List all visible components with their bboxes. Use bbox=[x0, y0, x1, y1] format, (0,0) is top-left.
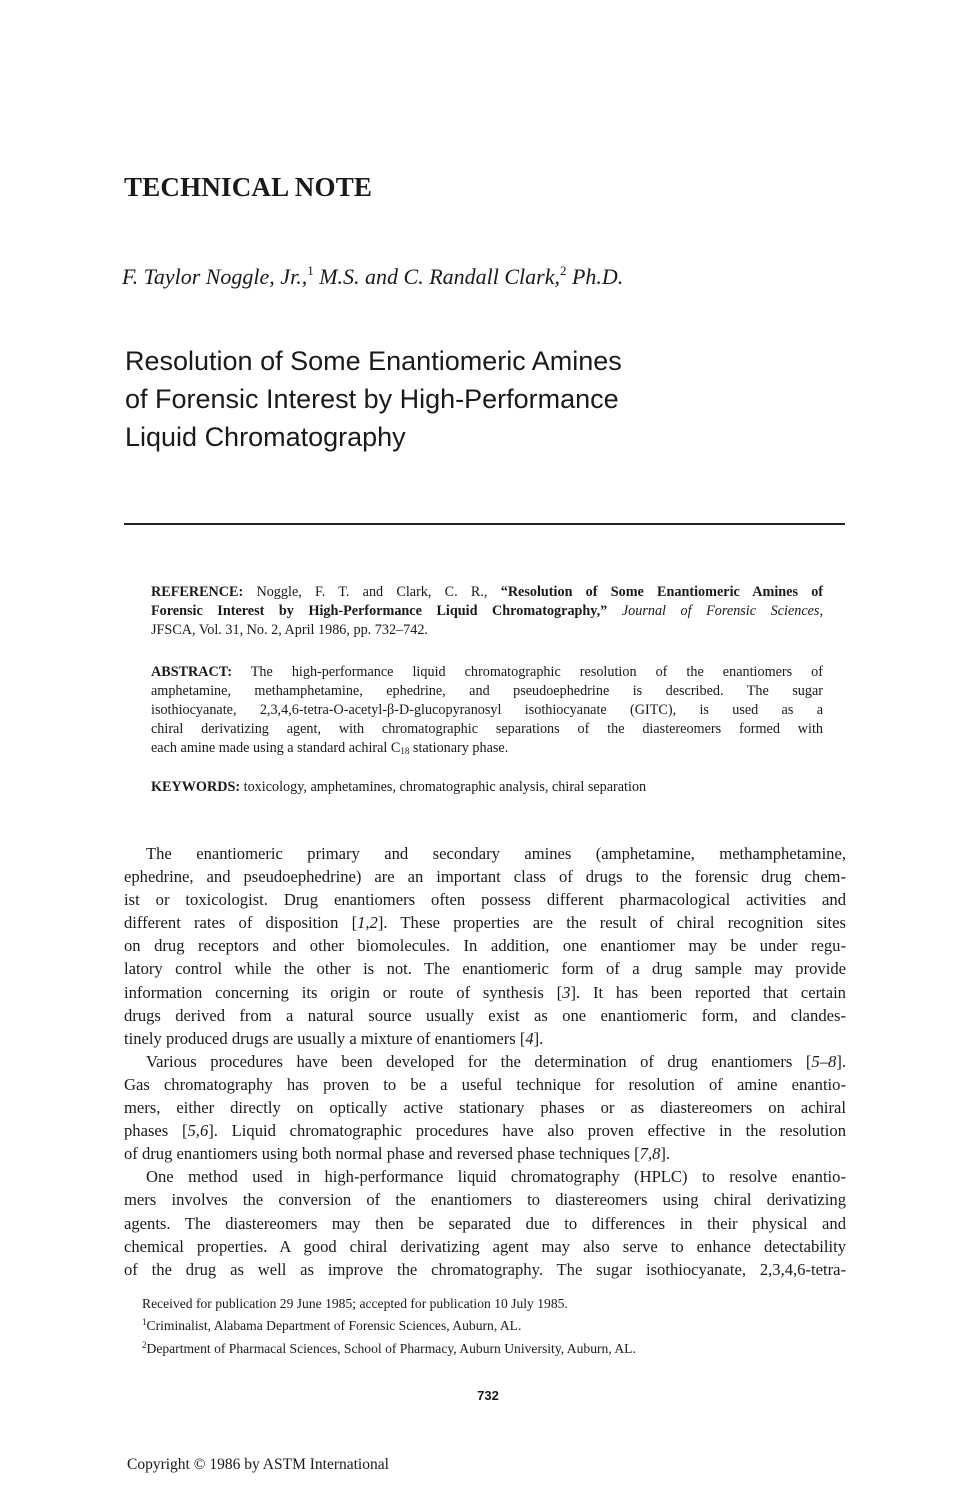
received-note: Received for publication 29 June 1985; accepted for publication 10 July 1985. bbox=[142, 1296, 568, 1311]
authors-line bbox=[122, 263, 623, 290]
paper-title bbox=[125, 342, 825, 456]
footnote-2 bbox=[142, 1336, 842, 1358]
body-line: of the drug as well as improve the chromatography. The sugar isothiocyanate, 2,3,4,6-tetra- bbox=[124, 1259, 846, 1279]
section-label: TECHNICAL NOTE bbox=[124, 172, 373, 202]
abstract-text: The high-performance liquid chromatographic resolution of the enantiomers of bbox=[250, 664, 823, 680]
author2-degree: Ph.D. bbox=[571, 264, 624, 289]
body-text-run: ]. It has been reported that certain bbox=[570, 982, 846, 1002]
body-text-run: of drug enantiomers using both normal phase and reversed phase techniques [ bbox=[124, 1144, 640, 1164]
subscript: 18 bbox=[400, 746, 410, 756]
abstract-line bbox=[151, 663, 823, 682]
body-text-run: information concerning its origin or route of synthesis [ bbox=[124, 982, 563, 1002]
citation-link[interactable]: 4 bbox=[525, 1028, 534, 1048]
keywords-label: KEYWORDS: bbox=[151, 779, 241, 795]
abstract-text: each amine made using a standard achiral C bbox=[151, 740, 401, 756]
body-text-run: ]. These properties are the result of chiral recognition sites bbox=[377, 913, 846, 933]
body-line: One method used in high-performance liquid chromatography (HPLC) to resolve enantio- bbox=[146, 1167, 846, 1187]
keywords-text: toxicology, amphetamines, chromatographic analysis, chiral separation bbox=[243, 779, 647, 795]
body-text bbox=[124, 842, 846, 1281]
citation-link[interactable]: 5–8 bbox=[811, 1051, 837, 1071]
author-degrees: M.S. and C. Randall Clark, bbox=[319, 264, 560, 289]
abstract-line bbox=[151, 739, 823, 761]
reference-block bbox=[151, 583, 823, 640]
abstract-line: chiral derivatizing agent, with chromatographic separations of the diastereomers formed with bbox=[151, 721, 823, 737]
body-text-run: Various procedures have been developed for the determination of drug enantiomers [ bbox=[146, 1051, 812, 1071]
copyright-notice: Copyright © 1986 by ASTM International bbox=[127, 1456, 389, 1473]
citation-link[interactable]: 7,8 bbox=[639, 1144, 661, 1164]
footnotes bbox=[142, 1294, 842, 1358]
body-line bbox=[124, 911, 846, 934]
abstract-line: isothiocyanate, 2,3,4,6-tetra-O-acetyl-β-D-glucopyranosyl isothiocyanate (GITC), is used as a bbox=[151, 702, 823, 718]
body-line: chemical properties. A good chiral derivatizing agent may also serve to enhance detectability bbox=[124, 1236, 846, 1256]
body-text-run: ]. bbox=[836, 1051, 846, 1071]
body-line: ephedrine, and pseudoephedrine) are an important class of drugs to the forensic drug chem- bbox=[124, 867, 846, 887]
body-text-run: different rates of disposition [ bbox=[124, 913, 358, 933]
body-line: ist or toxicologist. Drug enantiomers often possess different pharmacological activities and bbox=[124, 890, 846, 910]
author2-footnote-mark[interactable]: 2 bbox=[559, 263, 567, 278]
title-line: Liquid Chromatography bbox=[125, 422, 406, 452]
reference-line bbox=[151, 583, 823, 602]
body-line bbox=[124, 1119, 846, 1142]
author1-name: F. Taylor Noggle, Jr., bbox=[122, 264, 308, 289]
body-line: mers involves the conversion of the enantiomers to diastereomers using chiral derivatizing bbox=[124, 1190, 846, 1210]
body-line bbox=[124, 1142, 846, 1165]
footnote-1 bbox=[142, 1313, 842, 1335]
body-line bbox=[124, 1050, 846, 1073]
footnote-text: Criminalist, Alabama Department of Forensic Sciences, Auburn, AL. bbox=[146, 1318, 522, 1334]
citation-link[interactable]: 3 bbox=[562, 982, 571, 1002]
body-text-run: ]. bbox=[660, 1144, 671, 1164]
body-text-run: tinely produced drugs are usually a mixture of enantiomers [ bbox=[124, 1028, 526, 1048]
body-line: drugs derived from a natural source usually exist as one enantiomeric form, and clandes- bbox=[124, 1005, 846, 1025]
title-divider bbox=[124, 523, 845, 525]
citation-link[interactable]: 5,6 bbox=[187, 1121, 209, 1141]
keywords-line bbox=[151, 778, 823, 797]
body-line bbox=[124, 1027, 846, 1050]
abstract-text: stationary phase. bbox=[409, 740, 509, 756]
abstract-line: amphetamine, methamphetamine, ephedrine, and pseudoephedrine is described. The sugar bbox=[151, 683, 823, 699]
abstract-block bbox=[151, 663, 823, 761]
reference-details: JFSCA, Vol. 31, No. 2, April 1986, pp. 732–742. bbox=[151, 622, 428, 638]
reference-journal: Journal of Forensic Sciences, bbox=[621, 603, 823, 619]
footnote-mark: 1 bbox=[142, 1317, 147, 1328]
body-line: agents. The diastereomers may then be separated due to differences in their physical and bbox=[124, 1213, 846, 1233]
body-text-run: ]. Liquid chromatographic procedures have also proven effective in the resolution bbox=[208, 1121, 847, 1141]
footnote-mark: 2 bbox=[142, 1339, 147, 1350]
author1-footnote-mark[interactable]: 1 bbox=[307, 263, 314, 278]
body-text-run: ]. bbox=[533, 1028, 544, 1048]
abstract-label: ABSTRACT: bbox=[151, 664, 232, 680]
body-text-run: phases [ bbox=[124, 1121, 188, 1141]
body-line: The enantiomeric primary and secondary amines (amphetamine, methamphetamine, bbox=[146, 844, 846, 863]
body-line: Gas chromatography has proven to be a useful technique for resolution of amine enantio- bbox=[124, 1074, 846, 1094]
title-line: Resolution of Some Enantiomeric Amines bbox=[125, 346, 622, 376]
reference-line bbox=[151, 602, 823, 621]
reference-title: “Resolution of Some Enantiomeric Amines of bbox=[500, 584, 824, 600]
body-line: latory control while the other is not. The enantiomeric form of a drug sample may provide bbox=[124, 959, 846, 979]
page-number: 732 bbox=[477, 1388, 499, 1403]
keywords-block bbox=[151, 778, 823, 797]
reference-authors: Noggle, F. T. and Clark, C. R., bbox=[256, 584, 488, 600]
reference-title: Forensic Interest by High-Performance Liquid Chromatography,” bbox=[151, 603, 608, 619]
body-line bbox=[124, 981, 846, 1004]
body-line: mers, either directly on optically active stationary phases or as diastereomers on achiral bbox=[124, 1098, 846, 1118]
body-line: on drug receptors and other biomolecules. In addition, one enantiomer may be under regu- bbox=[124, 936, 846, 956]
title-line: of Forensic Interest by High-Performance bbox=[125, 384, 619, 414]
citation-link[interactable]: 1,2 bbox=[357, 913, 378, 933]
reference-label: REFERENCE: bbox=[151, 584, 244, 600]
footnote-text: Department of Pharmacal Sciences, School of Pharmacy, Auburn University, Auburn, AL. bbox=[146, 1340, 636, 1356]
